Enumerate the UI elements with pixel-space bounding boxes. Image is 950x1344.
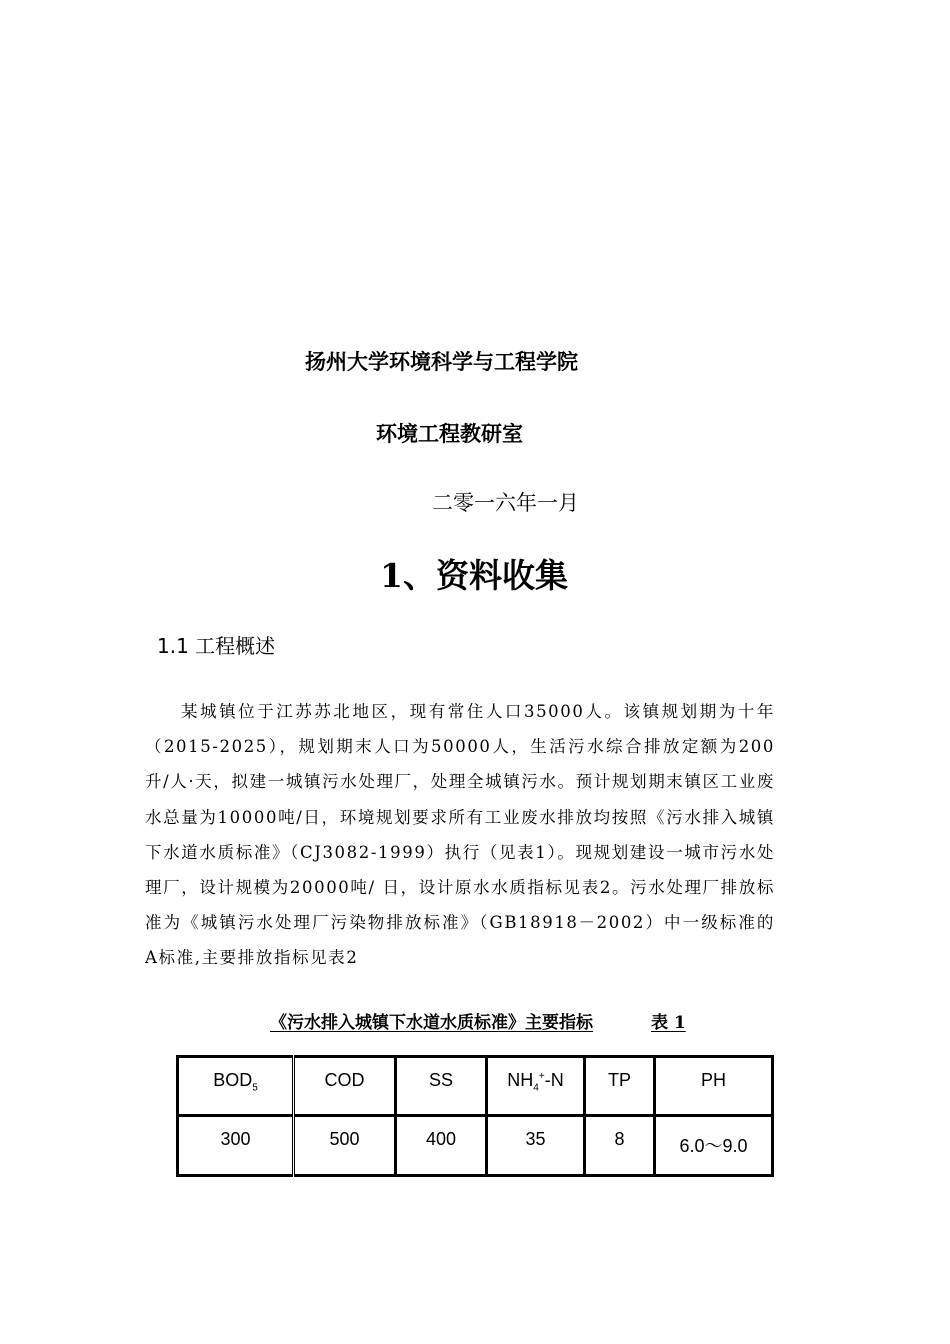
table-header-row <box>178 1057 773 1116</box>
header-cod: COD <box>294 1057 396 1116</box>
body-paragraph: 某城镇位于江苏苏北地区，现有常住人口35000人。该镇规划期为十年（2015-2025），规划期末人口为50000人，生活污水综合排放定额为200升/人·天，拟建一城镇污水处理厂，处理全城镇污水。预计规划期末镇区工业废水总量为10000吨/日，环境规划要求所有工业废水排放均按照《污水排入城镇下水道水质标准》（CJ3082-1999）执行（见表1）。现规划建设一城市污水处理厂，设计规模为20000吨/ 日，设计原水水质指标见表2。污水处理厂排放标准为《城镇污水处理厂污染物排放标准》（GB18918－2002）中一级标准的A标准,主要排放指标见表2 <box>145 702 775 968</box>
header-ss: SS <box>396 1057 487 1116</box>
cell-bod: 300 <box>178 1116 294 1176</box>
document-date: 二零一六年一月 <box>432 491 579 515</box>
table-caption <box>270 1008 686 1033</box>
header-tp: TP <box>585 1057 655 1116</box>
chapter-title: 1、资料收集 <box>380 556 568 595</box>
department-name: 环境工程教研室 <box>376 422 523 446</box>
table-row <box>178 1116 773 1176</box>
table-caption-number: 表 1 <box>651 1013 686 1033</box>
cell-cod: 500 <box>294 1116 396 1176</box>
header-nh4n: $NH_4^+-N$ <box>487 1057 585 1116</box>
header-ph: PH <box>655 1057 773 1116</box>
header-bod: $BOD_5$ <box>178 1057 294 1116</box>
cell-ph: 6.0～9.0 <box>655 1116 773 1176</box>
cell-tp: 8 <box>585 1116 655 1176</box>
institution-name: 扬州大学环境科学与工程学院 <box>305 350 578 374</box>
cell-nh4n: 35 <box>487 1116 585 1176</box>
standard-table <box>176 1055 774 1177</box>
section-title: 1.1 工程概述 <box>157 634 276 658</box>
table-caption-title: 《污水排入城镇下水道水质标准》主要指标 <box>270 1013 593 1033</box>
cell-ss: 400 <box>396 1116 487 1176</box>
